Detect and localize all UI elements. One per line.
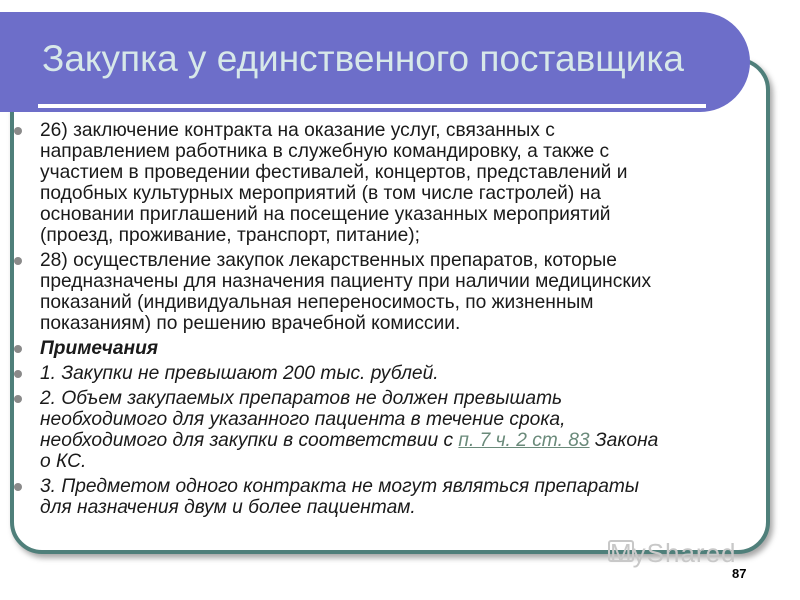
bullet-icon <box>14 395 22 403</box>
law-reference-link[interactable]: п. 7 ч. 2 ст. 83 <box>458 430 590 451</box>
slide-title: Закупка у единственного поставщика <box>42 38 684 79</box>
text-line: для назначения двум и более пациентам. <box>40 497 416 518</box>
text-line: основании приглашений на посещение указанных мероприятий <box>40 204 611 225</box>
bullet-icon <box>14 127 22 135</box>
text-line: 28) осуществление закупок лекарственных препаратов, которые <box>40 250 617 271</box>
page-number: 87 <box>732 566 747 581</box>
text-line: о КС. <box>40 451 87 472</box>
bullet-icon <box>14 345 22 353</box>
notes-heading-item <box>14 338 764 359</box>
text-line: направлением работника в служебную командировку, а также с <box>40 141 610 162</box>
text-line: (проезд, проживание, транспорт, питание); <box>40 225 420 246</box>
note-3 <box>14 476 764 518</box>
text-line: 3. Предметом одного контракта не могут являться препараты <box>40 476 639 497</box>
note-1 <box>14 363 764 384</box>
note-2 <box>14 388 764 472</box>
text-line: необходимого для указанного пациента в течение срока, <box>40 409 566 430</box>
text-span: необходимого для закупки в соответствии с <box>40 430 459 451</box>
bullet-icon <box>14 370 22 378</box>
title-underline <box>38 104 706 108</box>
text-line: показаний (индивидуальная непереносимость, по жизненным <box>40 292 594 313</box>
text-line: участием в проведении фестивалей, концертов, представлений и <box>40 162 628 183</box>
text-line-with-link <box>40 430 764 451</box>
text-line: 26) заключение контракта на оказание услуг, связанных с <box>40 120 555 141</box>
list-item-28 <box>14 250 764 334</box>
text-line: предназначены для назначения пациенту при наличии медицинских <box>40 271 652 292</box>
text-span: Закона <box>589 430 659 451</box>
text-line: показаниям) по решению врачебной комиссии. <box>40 313 461 334</box>
note-1-text: 1. Закупки не превышают 200 тыс. рублей. <box>40 363 439 384</box>
notes-heading: Примечания <box>40 338 159 359</box>
slide-content <box>14 120 764 518</box>
list-item-26 <box>14 120 764 246</box>
text-line: 2. Объем закупаемых препаратов не должен превышать <box>40 388 563 409</box>
bullet-icon <box>14 483 22 491</box>
bullet-icon <box>14 257 22 265</box>
text-line: подобных культурных мероприятий (в том числе гастролей) на <box>40 183 601 204</box>
watermark-logo: MyShared <box>610 538 737 568</box>
